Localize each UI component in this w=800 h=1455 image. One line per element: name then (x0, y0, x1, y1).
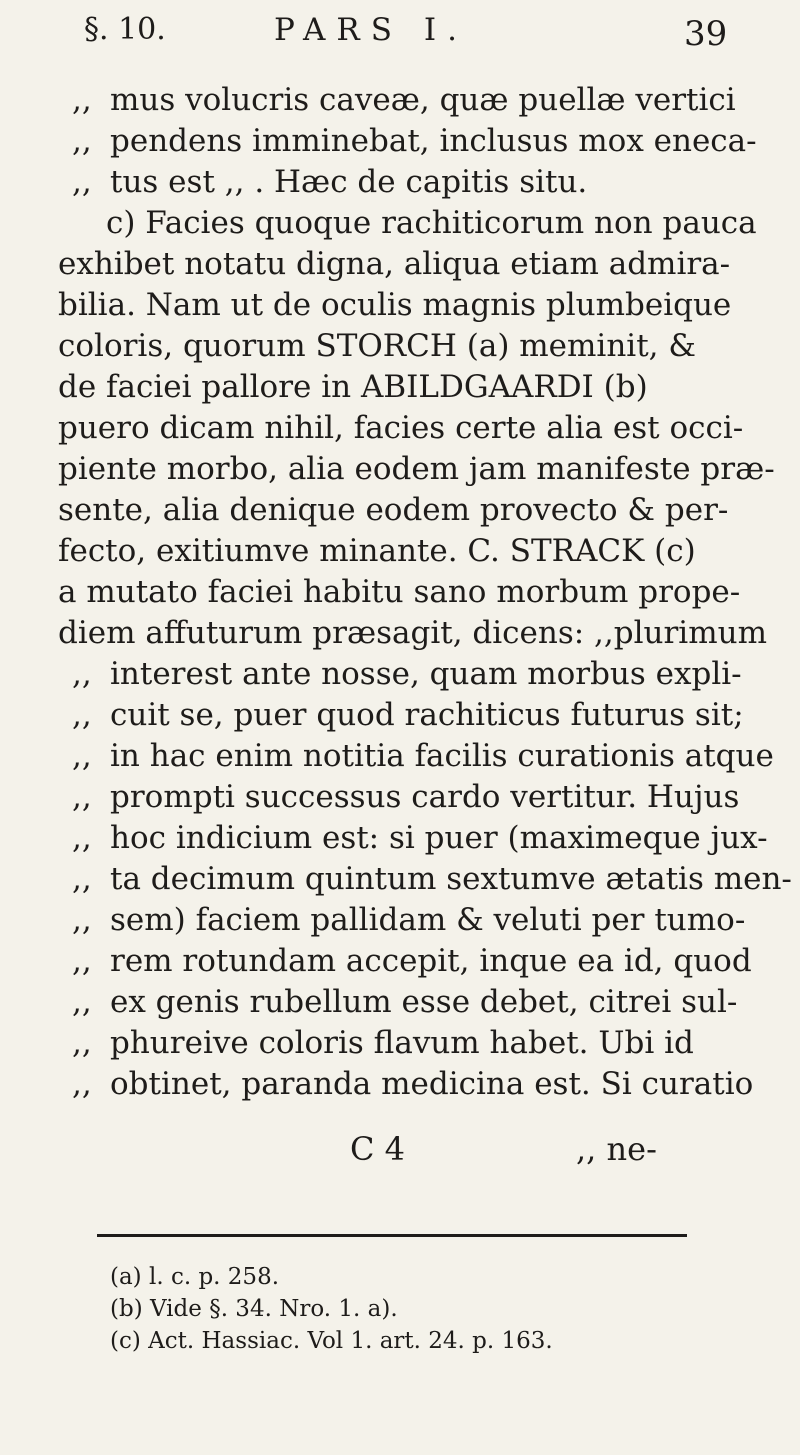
catchword: ,, ne- (576, 1130, 657, 1168)
running-header (84, 12, 744, 60)
page-number: 39 (684, 14, 728, 54)
footnote-divider (97, 1234, 687, 1237)
running-title: PARS I. (274, 12, 468, 48)
footnote-c: (c) Act. Hassiac. Vol 1. art. 24. p. 163. (110, 1328, 553, 1354)
section-number: §. 10. (84, 12, 166, 47)
footnote-b: (b) Vide §. 34. Nro. 1. a). (110, 1296, 398, 1322)
signature-mark: C 4 (350, 1130, 406, 1168)
footnote-a: (a) l. c. p. 258. (110, 1264, 280, 1290)
